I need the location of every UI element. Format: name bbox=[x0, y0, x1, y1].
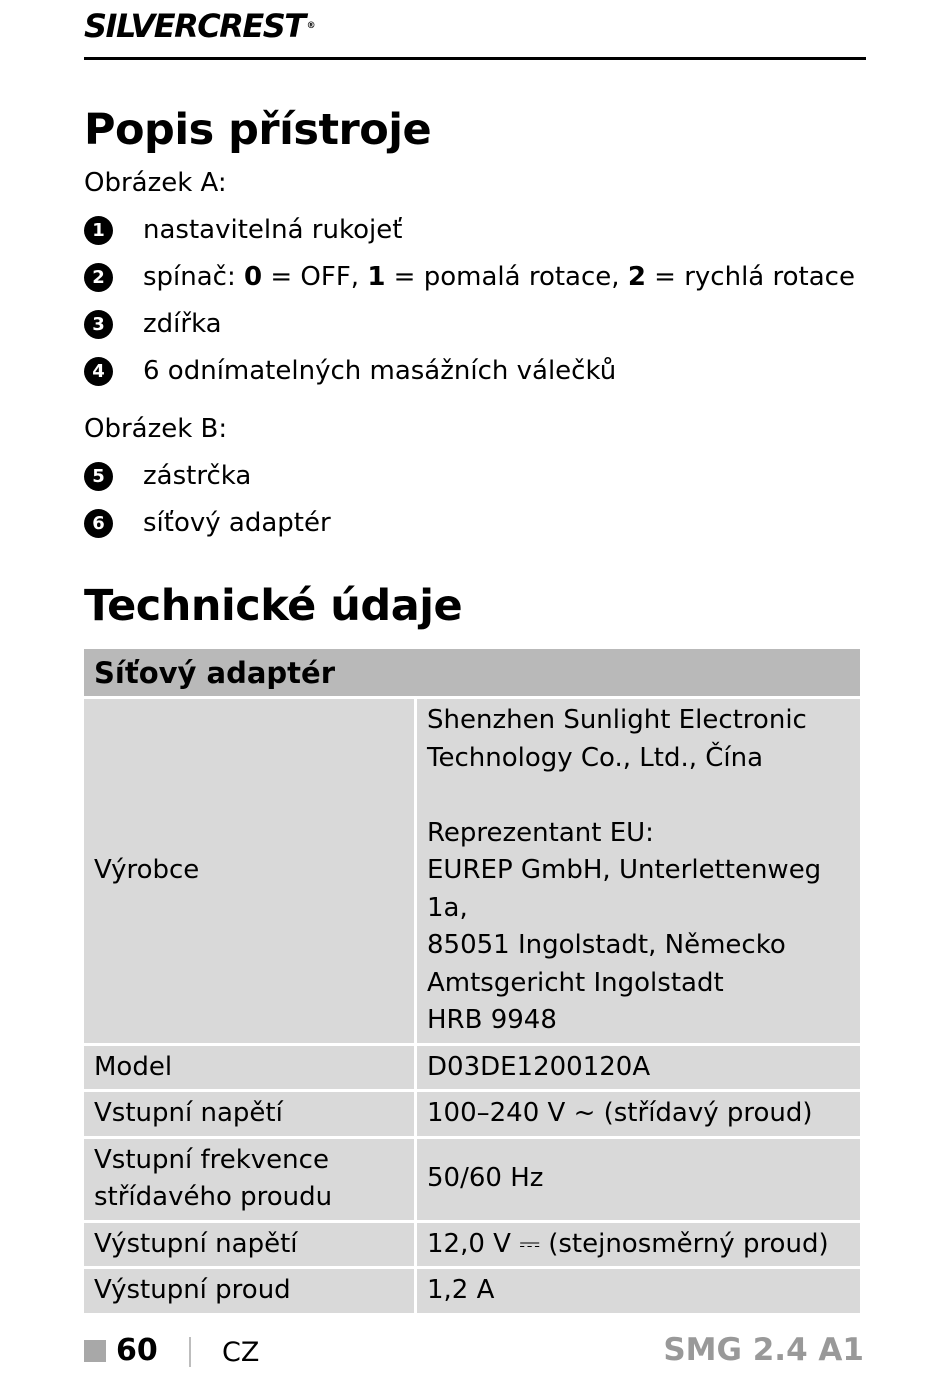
brand-name: SILVERCREST bbox=[84, 7, 305, 45]
list-item bbox=[84, 460, 252, 492]
number-badge: 5 bbox=[84, 462, 113, 491]
specs-table bbox=[81, 646, 863, 1316]
number-badge: 1 bbox=[84, 216, 113, 245]
list-item bbox=[84, 308, 222, 340]
model-number: SMG 2.4 A1 bbox=[663, 1332, 864, 1368]
table-row bbox=[84, 1139, 860, 1220]
input-frequency-label bbox=[84, 1139, 414, 1220]
header-rule bbox=[84, 57, 866, 60]
label-line: Vstupní frekvence bbox=[94, 1144, 329, 1175]
table-row bbox=[84, 1092, 860, 1136]
output-voltage-value: 12,0 V ⎓ (stejnosměrný proud) bbox=[417, 1223, 860, 1267]
output-voltage-label: Výstupní napětí bbox=[84, 1223, 414, 1267]
output-current-label: Výstupní proud bbox=[84, 1269, 414, 1313]
section-title-specs: Technické údaje bbox=[84, 581, 463, 631]
manufacturer-line bbox=[427, 777, 850, 815]
table-header: Síťový adaptér bbox=[84, 649, 860, 696]
table-row bbox=[84, 1223, 860, 1267]
figure-a-label: Obrázek A: bbox=[84, 168, 227, 198]
table-row bbox=[84, 699, 860, 1043]
switch-value-0: 0 bbox=[244, 262, 263, 292]
manufacturer-line: Technology Co., Ltd., Čína bbox=[427, 742, 764, 773]
footer-divider bbox=[189, 1337, 191, 1367]
switch-value-2: 2 bbox=[627, 262, 646, 292]
model-value: D03DE1200120A bbox=[417, 1046, 860, 1090]
manufacturer-line: HRB 9948 bbox=[427, 1005, 557, 1035]
number-badge: 2 bbox=[84, 263, 113, 292]
item-text: síťový adaptér bbox=[143, 508, 331, 538]
manufacturer-line: EUREP GmbH, Unterlettenweg 1a, bbox=[427, 855, 822, 923]
manufacturer-line: Reprezentant EU: bbox=[427, 817, 654, 848]
footer-square bbox=[84, 1340, 106, 1362]
input-voltage-label: Vstupní napětí bbox=[84, 1092, 414, 1136]
switch-text-0: = OFF, bbox=[262, 262, 368, 292]
figure-b-label: Obrázek B: bbox=[84, 414, 228, 444]
item-text: nastavitelná rukojeť bbox=[143, 215, 403, 245]
item-text: 6 odnímatelných masážních válečků bbox=[143, 356, 617, 386]
table-header-row bbox=[84, 649, 860, 696]
list-item bbox=[84, 355, 617, 387]
list-item bbox=[84, 507, 331, 539]
switch-text-2: = rychlá rotace bbox=[645, 262, 855, 292]
language-code: CZ bbox=[222, 1337, 260, 1368]
label-line: střídavého proudu bbox=[94, 1182, 333, 1212]
model-label: Model bbox=[84, 1046, 414, 1090]
manufacturer-line: Shenzhen Sunlight Electronic bbox=[427, 705, 807, 735]
page-number: 60 bbox=[116, 1333, 158, 1368]
output-current-value: 1,2 A bbox=[417, 1269, 860, 1313]
switch-value-1: 1 bbox=[367, 262, 386, 292]
section-title-description: Popis přístroje bbox=[84, 105, 432, 155]
item-text bbox=[143, 261, 855, 293]
number-badge: 3 bbox=[84, 310, 113, 339]
manufacturer-line: Amtsgericht Ingolstadt bbox=[427, 967, 724, 998]
table-row bbox=[84, 1046, 860, 1090]
switch-prefix: spínač: bbox=[143, 262, 245, 292]
table-row bbox=[84, 1269, 860, 1313]
switch-text-1: = pomalá rotace, bbox=[385, 262, 628, 292]
item-text: zdířka bbox=[143, 309, 222, 339]
number-badge: 4 bbox=[84, 357, 113, 386]
list-item bbox=[84, 261, 855, 293]
input-voltage-value: 100–240 V ~ (střídavý proud) bbox=[417, 1092, 860, 1136]
number-badge: 6 bbox=[84, 509, 113, 538]
manufacturer-label: Výrobce bbox=[84, 699, 414, 1043]
item-text: zástrčka bbox=[143, 461, 252, 491]
input-frequency-value: 50/60 Hz bbox=[417, 1139, 860, 1220]
brand-logo bbox=[84, 6, 314, 46]
registered-mark: ® bbox=[306, 21, 315, 31]
list-item bbox=[84, 214, 403, 246]
manufacturer-value bbox=[417, 699, 860, 1043]
manufacturer-line: 85051 Ingolstadt, Německo bbox=[427, 930, 786, 960]
